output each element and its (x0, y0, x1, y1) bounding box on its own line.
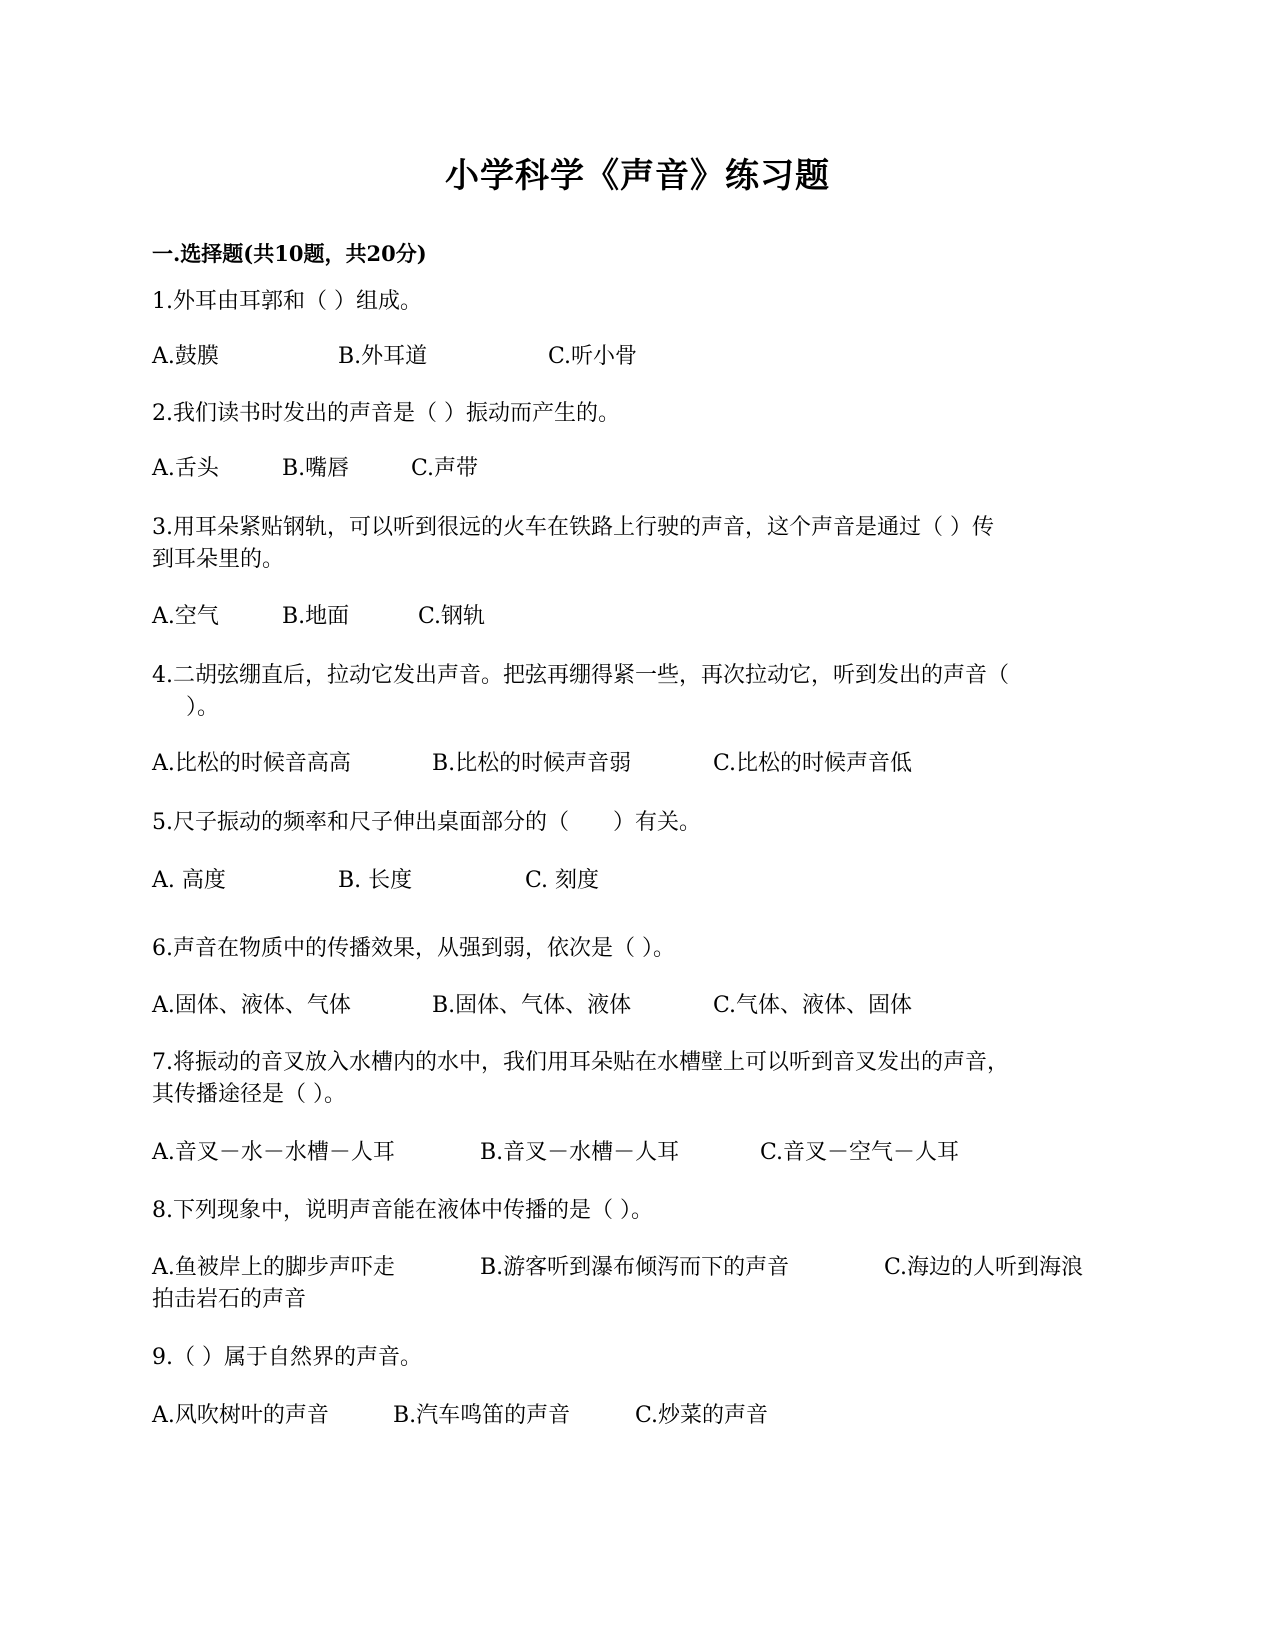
page-title: 小学科学《声音》练习题 (445, 156, 830, 196)
question-2-option-b: B.嘴唇 (282, 456, 350, 481)
question-5-stem: 5.尺子振动的频率和尺子伸出桌面部分的（ ）有关。 (152, 810, 701, 835)
question-2-option-a: A.舌头 (152, 456, 219, 481)
question-5-option-b: B. 长度 (338, 868, 413, 893)
question-6-stem: 6.声音在物质中的传播效果，从强到弱，依次是（ ）。 (152, 936, 675, 961)
question-5-option-c: C. 刻度 (525, 868, 600, 893)
question-7-stem-line2: 其传播途径是（ ）。 (152, 1082, 346, 1107)
question-1-option-a: A.鼓膜 (152, 344, 219, 369)
question-8-option-c: C.海边的人听到海浪 (884, 1255, 1084, 1280)
question-7-option-a: A.音叉－水－水槽－人耳 (152, 1140, 395, 1165)
section-heading: 一.选择题(共10题，共20分) (152, 241, 427, 266)
question-3-option-a: A.空气 (152, 604, 219, 629)
question-9-stem: 9.（ ）属于自然界的声音。 (152, 1345, 422, 1370)
question-5-option-a: A. 高度 (152, 868, 226, 893)
question-7-option-c: C.音叉－空气－人耳 (760, 1140, 960, 1165)
question-4-option-c: C.比松的时候声音低 (713, 751, 913, 776)
question-3-stem-line2: 到耳朵里的。 (152, 547, 285, 572)
question-6-option-c: C.气体、液体、固体 (713, 993, 913, 1018)
question-2-option-c: C.声带 (411, 456, 479, 481)
question-6-option-a: A.固体、液体、气体 (152, 993, 351, 1018)
question-4-stem-line2: ）。 (186, 695, 220, 720)
question-8-option-a: A.鱼被岸上的脚步声吓走 (152, 1255, 395, 1280)
question-7-option-b: B.音叉－水槽－人耳 (480, 1140, 680, 1165)
question-4-option-b: B.比松的时候声音弱 (432, 751, 632, 776)
question-1-option-c: C.听小骨 (548, 344, 638, 369)
question-6-option-b: B.固体、气体、液体 (432, 993, 632, 1018)
question-2-stem: 2.我们读书时发出的声音是（ ）振动而产生的。 (152, 401, 620, 426)
question-9-option-c: C.炒菜的声音 (635, 1403, 769, 1428)
question-8-option-b: B.游客听到瀑布倾泻而下的声音 (480, 1255, 790, 1280)
question-4-stem-line1: 4.二胡弦绷直后，拉动它发出声音。把弦再绷得紧一些，再次拉动它，听到发出的声音（ (152, 663, 1009, 688)
question-8-option-c-continued: 拍击岩石的声音 (152, 1287, 307, 1312)
question-3-option-c: C.钢轨 (418, 604, 486, 629)
question-4-option-a: A.比松的时候音高高 (152, 751, 351, 776)
question-1-stem: 1.外耳由耳郭和（ ）组成。 (152, 289, 422, 314)
question-7-stem-line1: 7.将振动的音叉放入水槽内的水中，我们用耳朵贴在水槽壁上可以听到音叉发出的声音， (152, 1050, 1009, 1075)
question-1-option-b: B.外耳道 (338, 344, 428, 369)
question-9-option-a: A.风吹树叶的声音 (152, 1403, 329, 1428)
question-8-stem: 8.下列现象中，说明声音能在液体中传播的是（ ）。 (152, 1198, 653, 1223)
question-3-option-b: B.地面 (282, 604, 350, 629)
question-3-stem-line1: 3.用耳朵紧贴钢轨，可以听到很远的火车在铁路上行驶的声音，这个声音是通过（ ）传 (152, 515, 994, 540)
question-9-option-b: B.汽车鸣笛的声音 (393, 1403, 571, 1428)
